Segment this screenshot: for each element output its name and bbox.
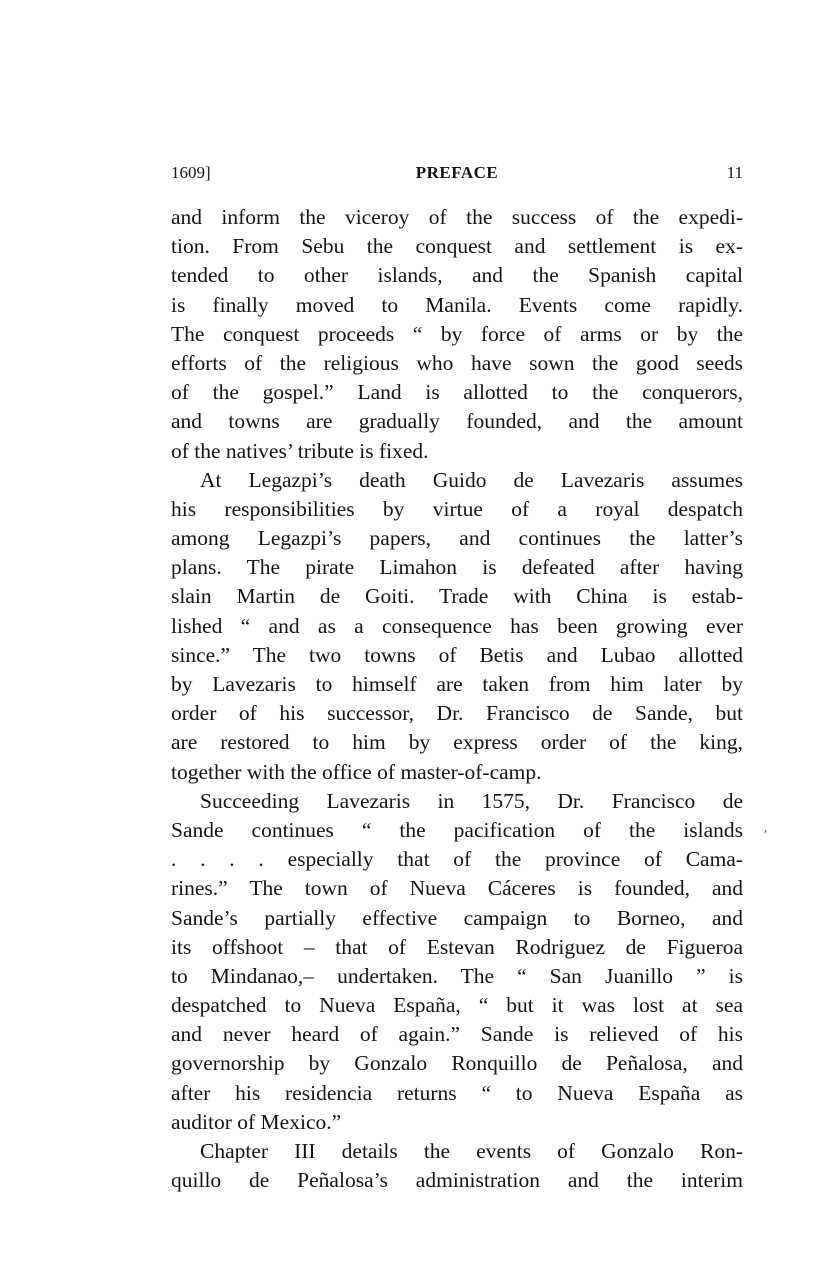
page-number: 11 <box>726 163 743 182</box>
text-line: tended to other islands, and the Spanish capital <box>171 263 743 288</box>
text-line: The conquest proceeds “ by force of arms or by the <box>171 321 743 346</box>
text-line: efforts of the religious who have sown the good seeds <box>171 350 743 375</box>
text-line: after his residencia returns “ to Nueva España as <box>171 1080 743 1105</box>
text-line: governorship by Gonzalo Ronquillo de Peñalosa, and <box>171 1051 743 1076</box>
text-line: and inform the viceroy of the success of the expedi- <box>171 205 743 229</box>
text-line: its offshoot – that of Estevan Rodriguez de Figueroa <box>171 934 743 959</box>
text-line: are restored to him by express order of the king, <box>171 730 743 755</box>
text-line: of the gospel.” Land is allotted to the conquerors, <box>171 380 743 405</box>
text-line: is finally moved to Manila. Events come rapidly. <box>171 292 743 317</box>
text-line: of the natives’ tribute is fixed. <box>171 438 429 463</box>
text-line: rines.” The town of Nueva Cáceres is founded, and <box>171 876 743 901</box>
text-line: and never heard of again.” Sande is relieved of his <box>171 1022 743 1047</box>
text-line: tion. From Sebu the conquest and settlement is ex- <box>171 234 743 259</box>
text-line: Sande continues “ the pacification of the islands <box>171 817 743 842</box>
text-line: and towns are gradually founded, and the amount <box>171 409 743 434</box>
header-title: PREFACE <box>415 163 499 182</box>
text-line: despatched to Nueva España, “ but it was lost at sea <box>171 993 743 1018</box>
text-line: since.” The two towns of Betis and Lubao allotted <box>171 642 743 667</box>
text-line: by Lavezaris to himself are taken from him later by <box>171 672 743 696</box>
text-line: At Legazpi’s death Guido de Lavezaris assumes <box>200 467 743 492</box>
running-header <box>171 161 743 185</box>
text-line: . . . . especially that of the province of Cama- <box>171 847 743 872</box>
text-line: slain Martin de Goiti. Trade with China is estab- <box>171 584 743 609</box>
text-line: to Mindanao,– undertaken. The “ San Juanillo ” is <box>171 963 743 988</box>
text-line: order of his successor, Dr. Francisco de Sande, but <box>171 701 743 726</box>
text-line: together with the office of master-of-camp. <box>171 759 542 784</box>
text-line: Sande’s partially effective campaign to Borneo, and <box>171 905 743 930</box>
body-text <box>171 203 743 1195</box>
text-line: lished “ and as a consequence has been growing ever <box>171 613 743 638</box>
stray-mark-icon: ’ <box>763 828 768 843</box>
text-line: Chapter III details the events of Gonzalo Ron- <box>200 1139 743 1163</box>
text-line: auditor of Mexico.” <box>171 1109 342 1134</box>
text-line: among Legazpi’s papers, and continues the latter’s <box>171 526 743 551</box>
text-line: his responsibilities by virtue of a royal despatch <box>171 496 743 521</box>
header-year: 1609] <box>171 163 211 182</box>
text-line: Succeeding Lavezaris in 1575, Dr. Francisco de <box>200 788 743 813</box>
text-line: quillo de Peñalosa’s administration and the interim <box>171 1168 743 1193</box>
text-line: plans. The pirate Limahon is defeated after having <box>171 555 743 580</box>
